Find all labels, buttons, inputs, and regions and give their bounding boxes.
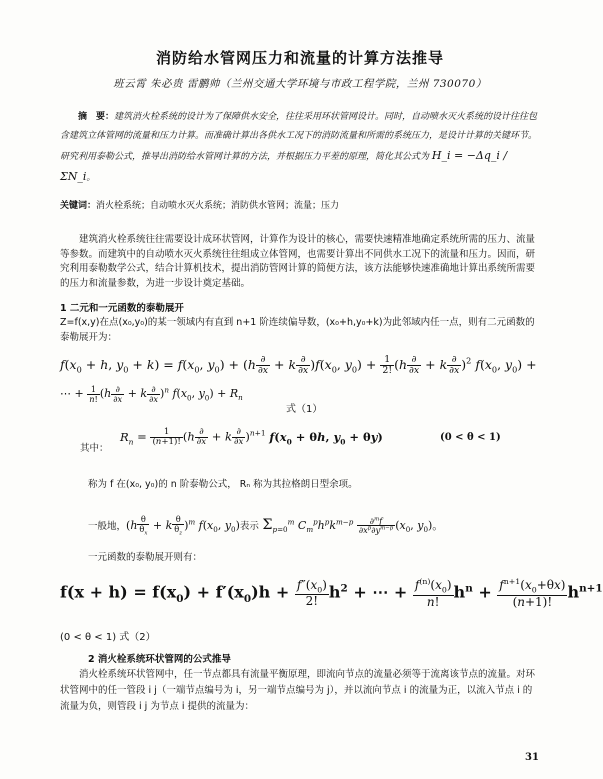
general-mid: 表示 (239, 520, 259, 532)
taylor-definition-text: 称为 f 在(x₀, y₀)的 n 阶泰勒公式， Rₙ 称为其拉格朗日型余项。 (88, 479, 358, 490)
keywords-label: 关键词： (60, 201, 97, 211)
intro-paragraph: 建筑消火栓系统往往需要设计成环状管网，计算作为设计的核心，需要快速精准地确定系统所需的压力、流量等参数。而建筑中的自动喷水灭火系统往往组成立体管网，也需要计算出不同供水工况下的流量和压力。因而，研究利用泰勒数学公式，结合计算机技术，提出消防管网计算的简便方法，该方法能够快速准确地计算出系统所需要的压力和流量参数，为进一步设计奠定基础。 (60, 234, 536, 289)
authors-line: 班云霄 朱必贵 雷鹏帅（兰州交通大学环境与市政工程学院，兰州 730070） (113, 78, 487, 90)
section-heading-2: 2 消火栓系统环状管网的公式推导 (88, 654, 231, 665)
general-prefix: 一般地， (88, 520, 127, 532)
general-operator-equation: 一般地，(h $\frac{\theta}{\theta_x}$ + k $\frac{\theta}{\theta_z}$ )$^m$ $f(x_0$, $y_0$)表示 $\Sigma_{p=0}^m$ $C_m^ph^pk^{m-p}$ $\frac{\partial^mf}{\partial x^p\partial y^{m-p}}$ ($x_0$, $y_0$)。 (88, 514, 444, 537)
keywords-text: 消火栓系统；自动喷水灭火系统；消防供水管网；流量；压力 (96, 201, 340, 211)
equation-1-line-2: ⋯ + $\frac{1}{n!}$ (h $\frac{\partial}{\partial x}$ + k $\frac{\partial}{\partial x}$ )$^n$ $f(x_0$, $y_0) + R_n$ (60, 384, 243, 404)
abstract (60, 108, 538, 188)
equation-2-label: (0 < θ < 1) 式（2） (60, 632, 156, 643)
equation-2: $f(x + h) = f(x_0) + f'(x_0)h$ + $\frac{f''(x_0)}{2!}$ $h^2$ + ⋯ + $\frac{f^{(n)}(x_0)}{n!}$ $h^n$ + $\frac{f^{n+1}(x_0+\theta x)}{(n+1)!}$ $h^{n+1}$ (60, 577, 603, 609)
keywords (60, 198, 538, 211)
remainder-equation: $R_n$ = $\frac{1}{(n+1)!}$ (h $\frac{\partial}{\partial x}$ + k $\frac{\partial}{\partial x}$ )$^{n+1}$ $f(x_0 + \theta h$, $y_0 + \theta y$) (120, 427, 383, 448)
abstract-end: 。 (86, 173, 96, 183)
equation-1-label: 式（1） (286, 404, 323, 415)
page-number: 31 (525, 752, 539, 763)
abstract-text: 建筑消火栓系统的设计为了保障供水安全，往往采用环状管网设计。同时，自动喷水灭火系统的设计往往包含建筑立体管网的流量和压力计算。而准确计算出各供水工况下的消防流量和所需的系统压力，是设计计算的关键环节。研究利用泰勒公式，推导出消防给水管网计算的方法，并根据压力平差的原理，简化其公式为 (60, 112, 538, 162)
theta-condition: (0 < θ < 1) (440, 432, 501, 443)
one-variable-text: 一元函数的泰勒展开则有： (88, 552, 203, 563)
equation-1-line-1: $f(x_0 + h$, $y_0 + k) = f(x_0$, $y_0) + (h$ $\frac{\partial}{\partial x}$ + k $\frac{\partial}{\partial x}$ )$f(x_0$, $y_0$) + $\frac{1}{2!}$ (h $\frac{\partial}{\partial x}$ + k $\frac{\partial}{\partial x}$ )$^2$ $f(x_0$, $y_0$) + (60, 354, 537, 376)
abstract-formula: H_i = −Δq_i / ΣN_i (60, 149, 508, 183)
loop-network-paragraph: 消火栓系统环状管网中，任一节点都具有流量平衡原理，即流向节点的流量必须等于流离该节点的流量。对环状管网中的任一管段 i j（一端节点编号为 i，另一端节点编号为 j），并以流向节点 i 的流量为正，以流入节点 i 的流量为负，则管段 i j 为节点 i 提供的流量为： (60, 669, 536, 712)
paper-title: 消防给水管网压力和流量的计算方法推导 (155, 49, 444, 67)
taylor-paragraph: Z=f(x,y)在点(x₀,y₀)的某一领域内有直到 n+1 阶连续偏导数，(x₀+h,y₀+k)为此邻域内任一点，则有二元函数的泰勒展开为： (60, 317, 535, 343)
section-heading-1: 1 二元和一元函数的泰勒展开 (60, 303, 184, 314)
abstract-label: 摘 要： (78, 112, 115, 122)
qizhong-label: 其中： (80, 443, 109, 454)
